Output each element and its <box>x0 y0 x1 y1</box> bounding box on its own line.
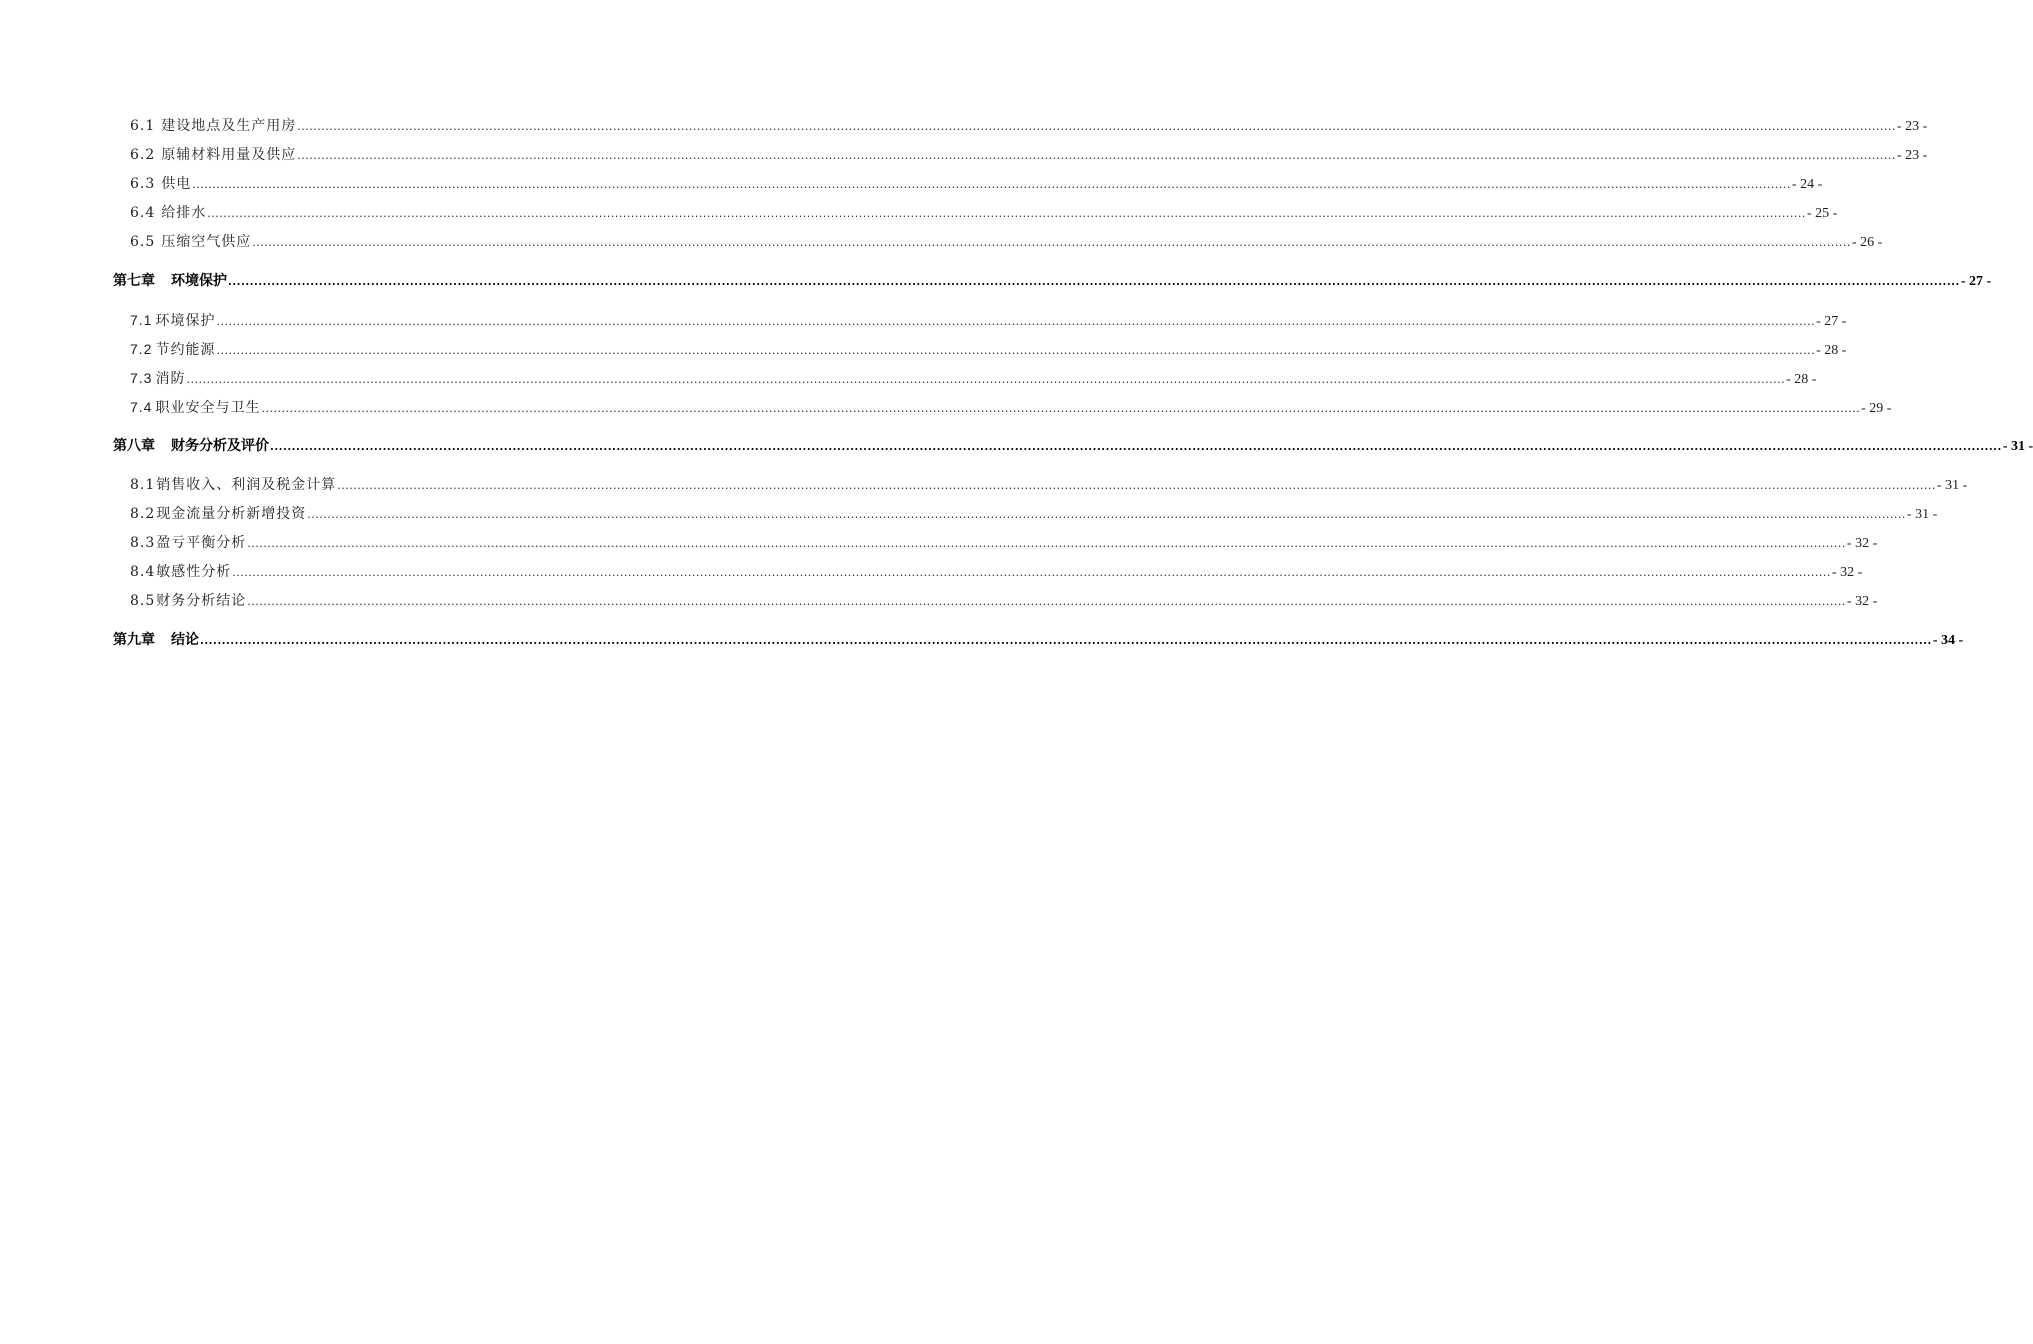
chapter-number: 第九章 <box>113 632 155 648</box>
toc-entry-label <box>130 310 215 331</box>
toc-entry-label <box>113 271 227 291</box>
toc-entry-label <box>130 533 246 553</box>
section-title: 原辅材料用量及供应 <box>161 147 297 163</box>
toc-leader-dots: ................................................................................................................................................................................................................................................................................................................................................................................................................ <box>261 402 1861 415</box>
toc-leader-dots: ................................................................................................................................................................................................................................................................................................................................................................................................................ <box>216 344 1816 357</box>
toc-leader-dots: ................................................................................................................................................................................................................................................................................................................................................................................................................ <box>200 634 1932 647</box>
section-title: 敏感性分析 <box>156 564 232 580</box>
toc-section-entry[interactable] <box>130 116 1928 136</box>
toc-page-number: - 25 - <box>1806 206 1838 221</box>
toc-leader-dots: ................................................................................................................................................................................................................................................................................................................................................................................................................ <box>232 566 1831 579</box>
toc-entry-label <box>130 562 231 582</box>
toc-page-number: - 27 - <box>1960 274 1992 289</box>
toc-leader-dots: ................................................................................................................................................................................................................................................................................................................................................................................................................ <box>270 440 2002 453</box>
section-number: 8.1 <box>130 477 156 493</box>
toc-leader-dots: ................................................................................................................................................................................................................................................................................................................................................................................................................ <box>297 120 1896 133</box>
section-number: 7.1 <box>130 312 153 328</box>
section-number: 6.1 <box>130 118 156 134</box>
toc-entry-label <box>130 591 246 611</box>
section-number: 7.4 <box>130 399 153 415</box>
section-number: 6.4 <box>130 205 156 221</box>
section-number: 6.5 <box>130 234 156 250</box>
section-number: 6.2 <box>130 147 156 163</box>
toc-page-number: - 27 - <box>1816 314 1847 329</box>
toc-entry-label <box>113 630 199 650</box>
toc-page-number: - 32 - <box>1846 536 1878 551</box>
toc-section-entry[interactable] <box>130 591 1878 611</box>
section-title: 现金流量分析新增投资 <box>156 506 307 522</box>
section-number: 8.3 <box>130 535 156 551</box>
toc-entry-label <box>130 397 260 418</box>
toc-page-number: - 31 - <box>1936 478 1968 493</box>
toc-leader-dots: ................................................................................................................................................................................................................................................................................................................................................................................................................ <box>216 315 1816 328</box>
section-title: 职业安全与卫生 <box>155 400 261 416</box>
toc-page-number: - 28 - <box>1786 372 1817 387</box>
toc-entry-label <box>130 504 306 524</box>
toc-entry-label <box>130 145 296 165</box>
section-title: 压缩空气供应 <box>161 234 252 250</box>
toc-section-entry[interactable] <box>130 310 1847 330</box>
chapter-number: 第八章 <box>113 438 155 454</box>
chapter-title: 环境保护 <box>171 273 227 289</box>
toc-section-entry[interactable] <box>130 174 1823 194</box>
toc-page-number: - 31 - <box>2002 439 2033 454</box>
toc-leader-dots: ................................................................................................................................................................................................................................................................................................................................................................................................................ <box>228 275 1960 288</box>
section-title: 建设地点及生产用房 <box>161 118 297 134</box>
toc-page-number: - 32 - <box>1831 565 1863 580</box>
section-number: 7.2 <box>130 341 153 357</box>
section-title: 供电 <box>161 176 192 192</box>
toc-chapter-entry[interactable] <box>113 630 1964 650</box>
section-number: 8.5 <box>130 593 156 609</box>
section-title: 环境保护 <box>155 313 216 329</box>
toc-leader-dots: ................................................................................................................................................................................................................................................................................................................................................................................................................ <box>247 537 1846 550</box>
toc-section-entry[interactable] <box>130 533 1878 553</box>
toc-page-number: - 29 - <box>1861 401 1892 416</box>
toc-chapter-entry[interactable] <box>113 436 2033 456</box>
toc-section-entry[interactable] <box>130 475 1968 495</box>
toc-leader-dots: ................................................................................................................................................................................................................................................................................................................................................................................................................ <box>337 479 1936 492</box>
toc-page-number: - 23 - <box>1896 148 1928 163</box>
section-number: 6.3 <box>130 176 156 192</box>
toc-section-entry[interactable] <box>130 232 1883 252</box>
toc-chapter-entry[interactable] <box>113 271 1992 291</box>
toc-leader-dots: ................................................................................................................................................................................................................................................................................................................................................................................................................ <box>252 236 1851 249</box>
toc-page-number: - 32 - <box>1846 594 1878 609</box>
toc-leader-dots: ................................................................................................................................................................................................................................................................................................................................................................................................................ <box>186 373 1786 386</box>
section-title: 给排水 <box>161 205 207 221</box>
toc-entry-label <box>130 174 191 194</box>
toc-entry-label <box>130 475 336 495</box>
chapter-number: 第七章 <box>113 273 155 289</box>
toc-leader-dots: ................................................................................................................................................................................................................................................................................................................................................................................................................ <box>247 595 1846 608</box>
toc-entry-label <box>113 436 269 456</box>
section-number: 8.2 <box>130 506 156 522</box>
toc-entry-label <box>130 203 206 223</box>
toc-section-entry[interactable] <box>130 145 1928 165</box>
toc-entry-label <box>130 232 251 252</box>
chapter-title: 结论 <box>171 632 199 648</box>
section-title: 消防 <box>155 371 186 387</box>
toc-section-entry[interactable] <box>130 203 1838 223</box>
toc-leader-dots: ................................................................................................................................................................................................................................................................................................................................................................................................................ <box>297 149 1896 162</box>
toc-section-entry[interactable] <box>130 504 1938 524</box>
toc-page-number: - 26 - <box>1851 235 1883 250</box>
toc-page-number: - 28 - <box>1816 343 1847 358</box>
section-title: 销售收入、利润及税金计算 <box>156 477 337 493</box>
toc-page-number: - 34 - <box>1932 633 1964 648</box>
toc-page-number: - 24 - <box>1791 177 1823 192</box>
section-title: 盈亏平衡分析 <box>156 535 247 551</box>
toc-leader-dots: ................................................................................................................................................................................................................................................................................................................................................................................................................ <box>307 508 1906 521</box>
toc-entry-label <box>130 339 215 360</box>
toc-leader-dots: ................................................................................................................................................................................................................................................................................................................................................................................................................ <box>192 178 1791 191</box>
toc-entry-label <box>130 116 296 136</box>
toc-leader-dots: ................................................................................................................................................................................................................................................................................................................................................................................................................ <box>207 207 1806 220</box>
section-title: 财务分析结论 <box>156 593 247 609</box>
toc-section-entry[interactable] <box>130 368 1817 388</box>
toc-page-number: - 23 - <box>1896 119 1928 134</box>
section-number: 8.4 <box>130 564 156 580</box>
toc-entry-label <box>130 368 185 389</box>
toc-page-number: - 31 - <box>1906 507 1938 522</box>
section-title: 节约能源 <box>155 342 216 358</box>
toc-section-entry[interactable] <box>130 339 1847 359</box>
section-number: 7.3 <box>130 370 153 386</box>
toc-section-entry[interactable] <box>130 397 1892 417</box>
chapter-title: 财务分析及评价 <box>171 438 269 454</box>
toc-section-entry[interactable] <box>130 562 1863 582</box>
